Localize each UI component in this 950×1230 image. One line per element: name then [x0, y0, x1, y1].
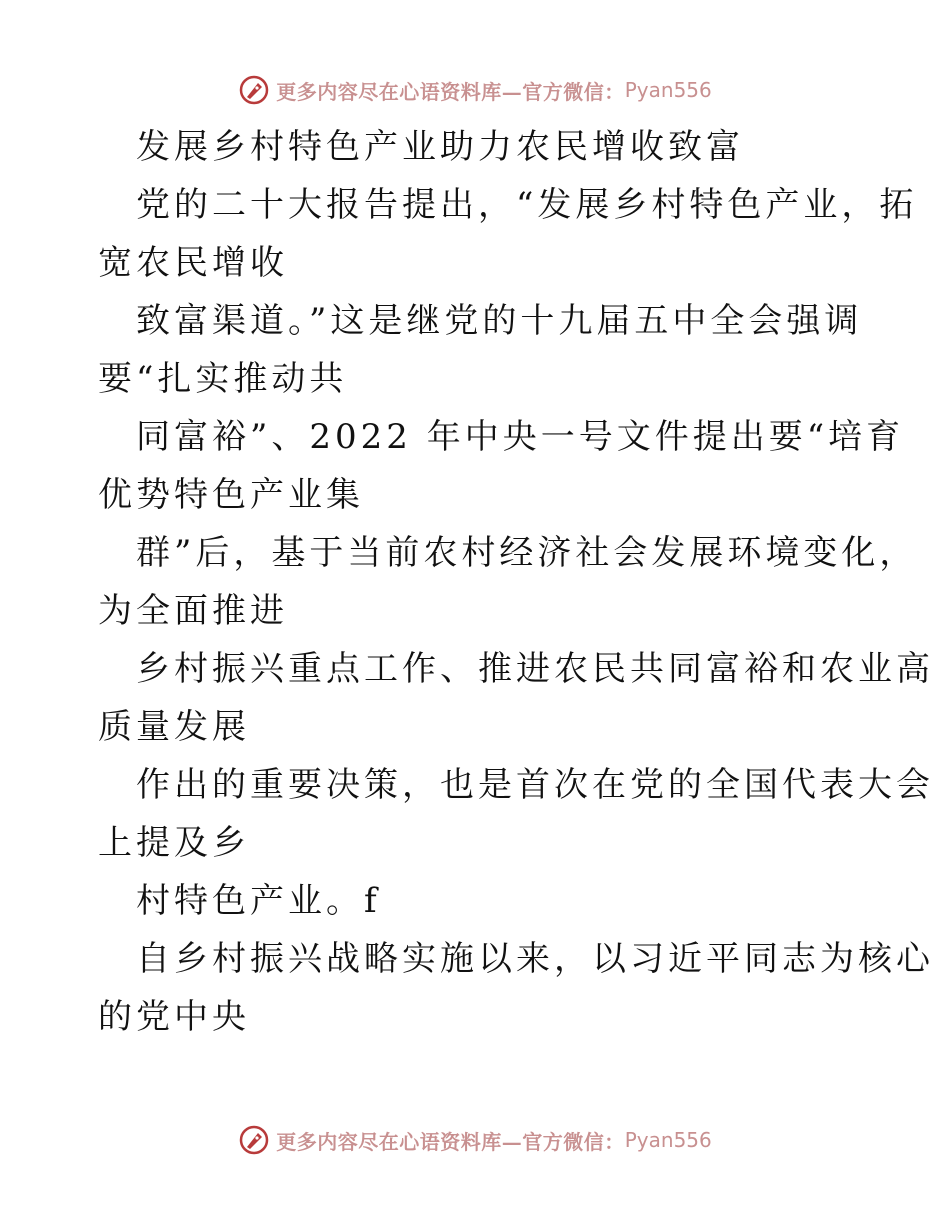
paragraph-line: 同富裕”、2022 年中央一号文件提出要“培育 [136, 417, 905, 457]
paragraph-line: 优势特色产业集 [98, 475, 364, 515]
paragraph [98, 756, 934, 872]
footer-watermark [0, 1120, 950, 1160]
paragraph-line: 要“扎实推动共 [98, 359, 348, 399]
watermark-text: 更多内容尽在心语资料库—官方微信： [276, 79, 625, 104]
paragraph-line: 自乡村振兴战略实施以来，以习近平同志为核心 [136, 939, 934, 979]
pen-nib-logo-icon [238, 1124, 270, 1156]
paragraph [98, 524, 918, 640]
watermark-text: 更多内容尽在心语资料库—官方微信： [276, 1129, 625, 1154]
paragraph [98, 640, 934, 756]
paragraph-line: 村特色产业。f [136, 881, 381, 921]
paragraph-line: 党的二十大报告提出，“发展乡村特色产业，拓 [136, 185, 918, 225]
paragraph [98, 176, 918, 292]
paragraph [98, 930, 934, 1046]
paragraph-line: 的党中央 [98, 997, 250, 1037]
paragraph-line: 为全面推进 [98, 591, 288, 631]
paragraph-line: 群”后，基于当前农村经济社会发展环境变化， [136, 533, 918, 573]
wechat-id: Pyan556 [624, 78, 712, 102]
paragraph-line: 质量发展 [98, 707, 250, 747]
paragraph-title [98, 118, 858, 176]
paragraph [98, 872, 858, 930]
pen-nib-logo-icon [238, 74, 270, 106]
paragraph-line: 上提及乡 [98, 823, 250, 863]
header-watermark [0, 70, 950, 110]
wechat-id: Pyan556 [624, 1128, 712, 1152]
paragraph [98, 292, 863, 408]
paragraph-line: 宽农民增收 [98, 243, 288, 283]
paragraph-line: 致富渠道。”这是继党的十九届五中全会强调 [136, 301, 863, 341]
paragraph-line: 发展乡村特色产业助力农民增收致富 [136, 127, 744, 167]
paragraph-line: 作出的重要决策，也是首次在党的全国代表大会 [136, 765, 934, 805]
paragraph [98, 408, 905, 524]
paragraph-line: 乡村振兴重点工作、推进农民共同富裕和农业高 [136, 649, 934, 689]
document-body [98, 118, 934, 1046]
